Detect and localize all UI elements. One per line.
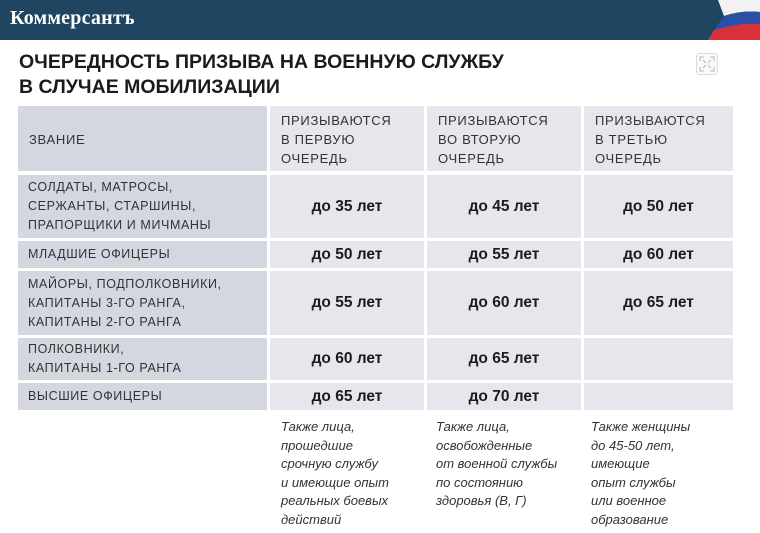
rank-line: ВЫСШИЕ ОФИЦЕРЫ (28, 389, 163, 403)
age-limit: до 70 лет (468, 387, 540, 405)
age-limit: до 35 лет (311, 197, 383, 215)
rank-cell (18, 175, 267, 238)
column-header-1 (270, 106, 424, 171)
age-cell (427, 338, 581, 380)
column-header-line: ВО ВТОРУЮ (438, 132, 522, 147)
age-cell (270, 175, 424, 238)
note-line: по состоянию (436, 474, 523, 490)
age-cell (427, 383, 581, 410)
age-cell (427, 175, 581, 238)
expand-button[interactable] (696, 53, 718, 75)
column-header-label (438, 111, 577, 168)
note-line: Также женщины (591, 419, 691, 434)
note-3 (591, 418, 690, 529)
russian-flag-icon (704, 0, 760, 40)
age-limit: до 60 лет (468, 294, 540, 311)
column-header-line: ОЧЕРЕДЬ (281, 151, 348, 166)
age-cell (427, 241, 581, 268)
empty-cell (584, 338, 733, 380)
age-cell (584, 271, 733, 335)
age-limit: до 65 лет (311, 387, 383, 405)
note-line: до 45-50 лет, (591, 437, 675, 453)
rank-cell (18, 271, 267, 335)
age-limit: до 65 лет (623, 294, 694, 311)
age-limit: до 60 лет (623, 245, 694, 263)
note-line: от военной службы (436, 456, 558, 471)
rank-label (28, 271, 263, 335)
column-header-line: ПРИЗЫВАЮТСЯ (281, 113, 392, 128)
note-1 (281, 418, 389, 529)
age-limit: до 55 лет (468, 245, 540, 263)
empty-cell (584, 383, 733, 410)
rank-label (28, 241, 263, 268)
rank-line: СОЛДАТЫ, МАТРОСЫ, (28, 180, 173, 194)
age-cell (270, 383, 424, 410)
rank-label (28, 383, 263, 410)
age-limit: до 50 лет (311, 245, 383, 263)
age-limit: до 60 лет (311, 350, 383, 367)
age-cell (427, 271, 581, 335)
rank-label (28, 338, 263, 380)
note-2 (436, 418, 557, 511)
note-line: Также лица, (436, 419, 510, 434)
column-header-3 (584, 106, 733, 171)
age-cell (584, 241, 733, 268)
age-limit: до 65 лет (468, 350, 540, 367)
title-line-2: В СЛУЧАЕ МОБИЛИЗАЦИИ (19, 76, 280, 98)
note-line: или военное (591, 493, 667, 508)
rank-cell (18, 241, 267, 268)
rank-line: СЕРЖАНТЫ, СТАРШИНЫ, (28, 199, 197, 213)
note-line: образование (591, 511, 669, 527)
age-cell (270, 271, 424, 335)
note-line: здоровья (В, Г) (436, 493, 527, 508)
title-line-1: ОЧЕРЕДНОСТЬ ПРИЗЫВА НА ВОЕННУЮ СЛУЖБУ (19, 51, 504, 73)
column-header-line: В ТРЕТЬЮ (595, 132, 668, 147)
note-line: срочную службу (281, 456, 378, 471)
note-line: опыт службы (591, 474, 676, 490)
rank-line: ПРАПОРЩИКИ И МИЧМАНЫ (28, 218, 212, 232)
rank-cell (18, 338, 267, 380)
column-header-line: ПРИЗЫВАЮТСЯ (595, 113, 706, 128)
note-line: прошедшие (281, 437, 353, 453)
note-line: реальных боевых (281, 493, 389, 508)
kommersant-logo[interactable]: Коммерсантъ (10, 7, 135, 29)
expand-icon (699, 56, 715, 72)
note-line: Также лица, (281, 419, 355, 434)
rank-line: ПОЛКОВНИКИ, (28, 342, 125, 356)
column-header-0 (18, 106, 267, 171)
column-header-line: ОЧЕРЕДЬ (595, 151, 662, 166)
column-header-2 (427, 106, 581, 171)
age-limit: до 55 лет (311, 294, 383, 311)
rank-line: КАПИТАНЫ 2-ГО РАНГА (28, 314, 182, 329)
column-header-label (281, 111, 420, 168)
page-title (19, 50, 679, 100)
rank-line: МАЙОРЫ, ПОДПОЛКОВНИКИ, (28, 276, 222, 291)
age-cell (270, 338, 424, 380)
rank-line: КАПИТАНЫ 1-ГО РАНГА (28, 361, 182, 375)
age-cell (270, 241, 424, 268)
age-cell (584, 175, 733, 238)
column-header-line: ПРИЗЫВАЮТСЯ (438, 113, 549, 128)
rank-line: КАПИТАНЫ 3-ГО РАНГА, (28, 295, 186, 310)
column-header-label (29, 130, 263, 149)
note-line: освобожденные (436, 437, 533, 453)
column-header-label (595, 111, 729, 168)
note-line: и имеющие опыт (281, 474, 389, 490)
column-header-line: ОЧЕРЕДЬ (438, 151, 505, 166)
column-header-line: ЗВАНИЕ (29, 132, 86, 147)
note-line: действий (281, 511, 342, 527)
rank-cell (18, 383, 267, 410)
rank-line: МЛАДШИЕ ОФИЦЕРЫ (28, 247, 171, 261)
header-bar (0, 0, 760, 40)
rank-label (28, 175, 263, 238)
note-line: имеющие (591, 456, 650, 471)
age-limit: до 45 лет (468, 197, 540, 215)
column-header-line: В ПЕРВУЮ (281, 132, 356, 147)
age-limit: до 50 лет (623, 197, 694, 215)
